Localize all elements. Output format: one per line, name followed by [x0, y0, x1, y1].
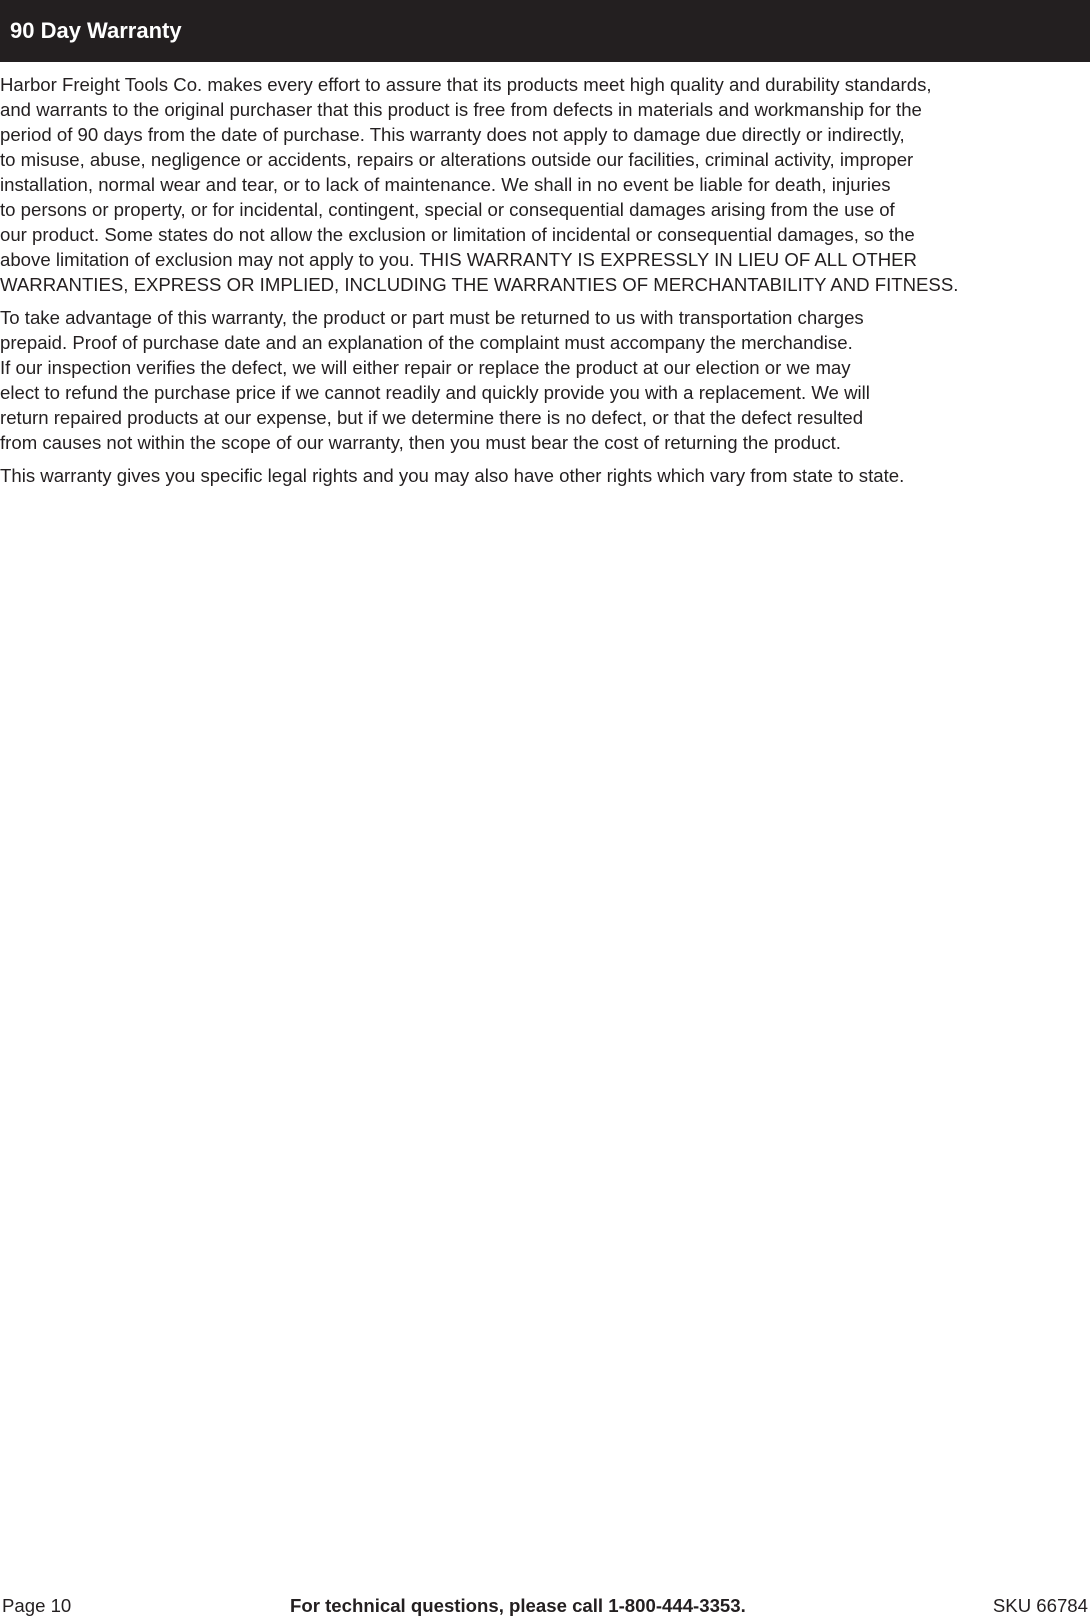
warranty-paragraph-2 [0, 305, 1090, 455]
text-line: our product. Some states do not allow the exclusion or limitation of incidental or consequential damages, so the [0, 224, 915, 245]
text-line: prepaid. Proof of purchase date and an explanation of the complaint must accompany the merchandise. [0, 332, 853, 353]
text-line: If our inspection verifies the defect, we will either repair or replace the product at our election or we may [0, 357, 851, 378]
text-line: return repaired products at our expense, but if we determine there is no defect, or that the defect resulted [0, 407, 864, 428]
page-footer [0, 1594, 1090, 1618]
text-line: This warranty gives you specific legal rights and you may also have other rights which vary from state to state. [0, 465, 905, 486]
text-line: to persons or property, or for incidental, contingent, special or consequential damages arising from the use of [0, 199, 895, 220]
text-line: period of 90 days from the date of purchase. This warranty does not apply to damage due directly or indirectly, [0, 124, 905, 145]
text-line: above limitation of exclusion may not apply to you. THIS WARRANTY IS EXPRESSLY IN LIEU OF ALL OTHER [0, 249, 917, 270]
text-line: to misuse, abuse, negligence or accidents, repairs or alterations outside our facilities, criminal activity, improper [0, 149, 914, 170]
page-title: 90 Day Warranty [10, 18, 182, 43]
text-line: and warrants to the original purchaser that this product is free from defects in materials and workmanship for the [0, 99, 922, 120]
text-line: Harbor Freight Tools Co. makes every effort to assure that its products meet high quality and durability standards, [0, 74, 932, 95]
text-line: To take advantage of this warranty, the product or part must be returned to us with transportation charges [0, 307, 864, 328]
warranty-body [0, 72, 1090, 496]
text-line: elect to refund the purchase price if we cannot readily and quickly provide you with a replacement. We will [0, 382, 870, 403]
sku-label: SKU 66784 [992, 1595, 1088, 1616]
tech-support-note: For technical questions, please call 1-800-444-3353. [290, 1595, 746, 1616]
page-number: Page 10 [2, 1595, 72, 1616]
text-line: WARRANTIES, EXPRESS OR IMPLIED, INCLUDING THE WARRANTIES OF MERCHANTABILITY AND FITNESS. [0, 274, 959, 295]
text-line: installation, normal wear and tear, or to lack of maintenance. We shall in no event be liable for death, injuries [0, 174, 891, 195]
warranty-paragraph-1 [0, 72, 1090, 297]
warranty-paragraph-3 [0, 463, 1090, 488]
header-bar [0, 0, 1090, 62]
text-line: from causes not within the scope of our warranty, then you must bear the cost of returning the product. [0, 432, 841, 453]
